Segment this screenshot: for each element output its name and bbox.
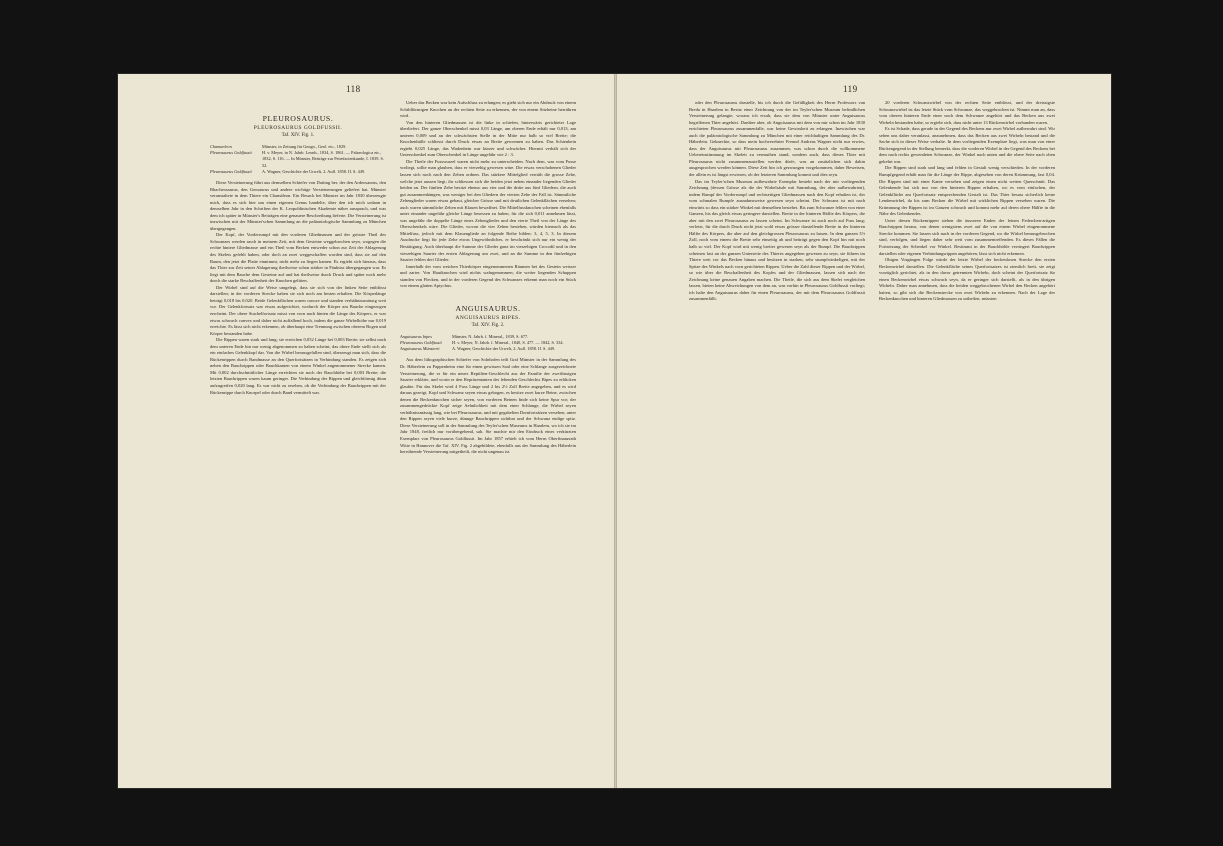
page-number: 119 <box>843 84 858 94</box>
taxon-name: Pleurosaurus Goldfussii <box>210 168 252 174</box>
taxon-name: Anguisaurus bipes <box>400 333 432 339</box>
body-text <box>210 180 386 396</box>
paragraph: Der Kopf, der Vorderrumpf mit den vorderen Gliedmassen und der grösste Theil des Schwanzes werden rasch in meinem Zeit, mit dem Gesteine weggebrochen seyn, wogegen die rechte hintere Gliedmasse und ein Theil vom Becken entweder schon zur Zeit der Ablagerung des Skelets gefehlt haben, oder doch an zwei weggeschaffen worden sind, dass sie auf den Raum, den jetzt die Platte einnimmt, nicht mehr zu liegen kamen. Es ergiebt sich hieraus, dass das Thier zur Zeit seiner Ablagerung theilweise schon stärker in Fäulniss übergegangen war. Es liegt mit dem Bauche dem Gesteine auf und hat theilweise durch Druck und später noch mehr durch die starke Beschaffenheit der Knochen gelitten. <box>210 232 386 284</box>
species-heading: PLEUROSAURUS GOLDFUSSII. <box>253 125 343 131</box>
taxon-name: Chamaeleon <box>210 144 232 149</box>
synonymy-entry <box>210 169 386 175</box>
citation: Münster, in Zeitung für Geogn., Geol. etc., 1829. <box>262 144 347 149</box>
taxon-name: Anguisaurus Münsterii <box>400 346 440 352</box>
synonymy-list <box>400 334 576 353</box>
paragraph: Von den hinteren Gliedmassen ist die linke in schiefen, hinterwärts gerichteter Lage überliefert. Der ganze Oberschenkel misst 0,03 Länge, am oberen Ende erhält nur 0,013, am unteren 0,009 und an der schwächsten Stelle in der Mitte nur halb so viel Breite; die Knochenhülle schliesst durch Druck etwas an Breite gewonnen zu haben. Das Schienbein ergiebt 0,025 Länge, das Wadenbein war kürzer und schwächer. Hiermit verhält sich der Unterschenkel zum Oberschenkel in Länge ungefähr wie 2 : 3. <box>400 119 576 158</box>
right-column-1 <box>689 100 865 770</box>
genus-heading: PLEUROSAURUS. <box>262 114 334 123</box>
page-number: 118 <box>346 84 361 94</box>
paragraph: oder den Pleurosaurus darstelle, bis ich durch die Gefälligkeit des Herrn Professors van Breda in Haarlem in Besitz einer Zeichnung von der im Teyler'schen Museum befindlichen Versteinerung gelangte, woraus ich ersah, dass sie dem von Münster unter Anguisaurus begriffenen Thier angehört. Darüber aber, ob Anguisaurus mit dem von mir schon im Jahr 1830 errichteten Pleurosaurus zusammenfalle, war keine Gewissheit zu erlangen. Inzwischen war auch die paläontologische Sammlung zu München mit einer reichhaltigen Sammlung des Dr. Häberlein. Geknechte, so dass mein hochverehrter Freund Andreas Wagner nicht nur erwies, dass der Anguisaurus mit Pleurosaurus zusammen, was schon durch die vollkommene Uebereinstimmung im Skelett zu vermuthen stand, sondern auch, dass dieses Thier mit Pleurosaurus nicht zusammenzustellen werden dürfe, was an zusätzlichen sich dahin ausgesprochen werden können. Diese Zeit bin ich gezwungen vorgekommen, daher Beweisen, der allein es ist längst erwiesen, ob der letzteren Sammlung kommt und dies seyn. <box>689 100 865 178</box>
paragraph: 20 vorderen Schwanzwirbel von der rechten Seite entblösst, und der dreissigste Schwanzwirbel ist das letzte Stück vom Schwanze, das weggebrochen ist. Nimmt man an, dass vom oberen hinteren Ende einer noch dem Schwanze angehört und das Becken aus zwei Wirbeln bestanden habe, so ergiebt sich, dass nicht unter 13 Rückenwirbel vorhanden waren. <box>879 100 1055 125</box>
book-spread <box>118 74 1111 788</box>
right-page <box>617 74 1111 788</box>
citation: Münster, N. Jahrb. f. Mineral., 1839, S. 677. <box>452 333 529 339</box>
paragraph: Obigen Vorgängen Folge würde der letzte Wirbel der beckenlosen Strecke den ersten Beckenwirbel darstellen. Die Gelenkfläche seines Querfortsatzes ist ziemlich breit, sie zeigt vorzüglich gerichtet, als in den davor getrennten Wirbeln, doch scheint der Querfortsatz für einen Beckenwirbel etwas schwach seyn, da er geringer sich darstellt, als in den übrigen Wirbeln. Daher man annehmen, dass die beiden weggebrochenen Wirbel den Becken angehört hatten, so gibt sich die Beckenstrecke von zwei Wirbeln zu erkennen. Nach der Lage der Beckenknochen und hinteren Gliedmassen zu urtheilen, müssten <box>879 257 1055 302</box>
body-text <box>879 100 1055 303</box>
left-page <box>118 74 614 788</box>
left-column-2 <box>400 100 576 770</box>
citation: H. v. Meyer, in N. Jahrb. Leonh., 1834, S. 1861. — Palaeologica etc., 1832, S. 116. — In Münster, Beiträge zur Petrefactenkunde, I. 1839. S. 52. <box>262 150 384 168</box>
paragraph: Diese Versteinerung führt aus demselben Schiefer von Daiting her, der den Ardeosaurus, den Rhacheosaurus, den Geosaurus und andere wichtige Versteinerungen geliefert hat. Münster veranstaltete in dem Thiere ein Chamäleon. Ein Besuch bei Münster im Jahr 1830 überzeugte mich, dass es sich hier um einen eigenen Genus handelte, über den ich mich sodann in demselben Jahr in den Schriften der K. Leopoldinischen Akademie näher aussprach, und was dem ich später in Münster's Beiträgen eine genauere Beschreibung lieferte. Die Versteinerung ist inzwischen mit der Münster'schen Sammlung an die paläontologische Sammlung zu München übergegangen. <box>210 180 386 231</box>
plate-reference: Taf. XIV. Fig. 1. <box>281 133 315 138</box>
body-text <box>400 100 576 290</box>
synonymy-entry <box>400 346 576 352</box>
taxon-name: Pleurosaurus Goldfussii <box>210 150 252 156</box>
paragraph: Das im Teyler'schen Museum aufbewahrte Exemplar besteht nach der mir vorliegenden Zeichnung (dessen Grösse als die der Wirbelsäule mit Sammlung, der aber aufbewahrten), indem Rumpf der Vorderrumpf und rechtseitigen Gliedmassen nach den Kopf erhalten ist, der vom schmalen Rumpfe ausnahmsweise gewesen seyn scheint. Der Schwanz ist mit nach einwärts so dass ein stärker Winkel mit demselben bestehet. Bis zum Schwanze fehlen von einer Ganzen, bis das gleich etwas geringere darstellen. Breite in der hinteren Hälfte des Körpers, die aber mit den zwei Pleurosaurus zu lassen scheint. Im Schwanze ist auch noch auf Fuss lang; verletzt, für die durch Druck nicht jetzt wohl etwas grösser darstellende Breite in der hinteren Hälfte des Körpers, die aber auf den gleichgrossen Pleurosaurus zu lassen. In dem ganzen 3½ Zoll, noch vom einem die Breite sehr einseitig ab und beiträgt gegen den Kopf hin mit noch halb so viel. Der Kopf wird mit wenig breiter gewesen seyn als der Rumpf. Die Bauchrippen scheinen fast an der ganzen Unterseite des Thieres angegeben gewesen zu seyn, sie führen im Thiere weit vor das Becken hinaus und besitzen in starken, sehr stumpfwinkeligen, mit der Spitze des Winkels nach vorn gerichteten Rippen. Ueber die Zahl dieser Rippen und der Wirbel, so wie über die Beschaffenheit des Kopfes und der Gliedmassen, lassen sich nach der Zeichnung keine genauen Angaben machen. Die Theile, die sich aus dem Skelet vergleichen lassen, bieten keine Abweichungen von dem an, was vorhin in Pleurosaurus Goldfussii vorliegt; ich halte den Anguisaurus daher für einen Pleurosaurus, der mit dem Pleurosaurus Goldfussii zusammenfällt. <box>689 178 865 302</box>
paragraph: Ueber das Becken war kein Aufschluss zu erlangen; es giebt sich nur ein Abdruck von einem Schildförmigen Knochen an der rechten Seite zu erkennen, der von einem Sitzbeine herrühren wird. <box>400 100 576 119</box>
paragraph: Aus dem lithographischen Schiefer von Solnhofen teilt Graf Münster in der Sammlung des Dr. Häberlein zu Pappenheim eine für einen gewissen Saal oder eine Schlange ausgezeichnete Versteinerung, die er für ein neues Reptilien-Geschlecht aus der Familie der zweifüssigen Saurier erklärte, und worin er den Repräsentanten des lebenden Geschlechts Bipes zu erblicken glaubte. Für das Skelet wird 4 Fuss Länge und 2 bis 2½ Zoll Breite angegeben, und es wird daraus gezeigt, Kopf und Schwanz seyen etwas gebogen, es besitze zwei kurze Beine, zwischen denen die Beckenknochen sicher seyen, von vorderen Beinen finde sich keine Spur vor; der zusammengedrückte Kopf zeige Aehnlichkeit mit dem einer Schlange, die Wirbel seyen verhältnissmässig lang, wie bei Pleurosaurus, und mit gegabelten Dornfortsätzen versehen, unter den Rippen seyen viele kurze, dünnge Bauchrippen sichtbar und der Schwanz endige spitz. Diese Versteinerung soll in der Sammlung des Teyler'schen Museums in Haarlem, wo ich sie im Jahr 1848, freilich nur vorübergehend, sah. Sie machte mir den Eindruck eines verkürzten Exemplars von Pleurosaurus Goldfussii. Im Jahr 1857 erhielt ich vom Herrn Oberfinanzrath Witte in Hannover die Taf. XIV. Fig. 2 abgebildete, ebenfalls aus der Sammlung des Häberlein herrührende Versteinerung mitgetheilt, die nicht ungenau ist. <box>400 357 576 455</box>
right-column-2 <box>879 100 1055 770</box>
left-column-1 <box>210 100 386 770</box>
taxon-name: Pleurosaurus Goldfussii <box>400 340 442 346</box>
species-heading: ANGUISAURUS BIPES. <box>455 314 521 321</box>
paragraph: Unter diesen Rückenrippen stehen die äusseren Enden der feinen Federchen-artigen Bauchrippen heraus, von denen wenigstens zwei auf die von einem Wirbel eingenommene Strecke kommen. Sie lassen sich nach in der vorderen Gegend, wo die Wirbel herausgebrochen sind, verfolgen, und liegen daher sehr weit vom zusammentreffenden. Es dieses Fällen die Fortsetzung der Schenkel vor Winkel. Bestimmt in der Bauchhöhle verringert Bauchrippen darstellen oder eigenen Verbindungsrippen angehören, lässt sich nicht erkennen. <box>879 217 1055 256</box>
citation: A. Wagner, Geschichte der Urwelt, 2. Aufl. 1858. II. S. 449. <box>262 168 366 174</box>
paragraph: Der Wirbel sind auf die Weise umgelegt, dass sie sich von der linken Seite entblösst darstellen; in der vorderen Strecke haben sie sich noch am besten erhalten. Die Körperlänge beträgt 0,018 bis 0,020. Beide Gelenkflächen waren concav und standen verhältnissmässig weit vor. Der Gelenkfortsatz war etwas aufgerichtet, wodurch der Körper am Bauche eingezogen erscheint. Der obere Stachelfortsatz misst von vorn nach hinten die Länge des Körpers, er war etwas schwach convex und daher nicht auffallend hoch, indem die ganze Wirbelhöhe nur 0,019 erreichte. Es lässt sich nicht erkennen, ob überhaupt eine Trennung zwischen oberem Bogen und Körper bestanden habe. <box>210 284 386 336</box>
paragraph: Innerhalb der vom weichen Thierkörper eingenommenen Räumen bei des Gestein weisser und zarter. Von Hautknochen wird nichts wahrgenommen; die weiter liegenden Schuppen standen von Flecken, und in der vorderen Gegend des Schwanzes erkennt man noch ein Stück von einem glatten Aptychus. <box>400 263 576 289</box>
plate-reference: Taf. XIV. Fig. 2. <box>471 322 505 328</box>
synonymy-list <box>210 144 386 175</box>
body-text <box>689 100 865 303</box>
citation: A. Wagner, Geschichte der Urwelt, 2. Aufl. 1858. II. S. 449. <box>452 346 556 352</box>
genus-heading: ANGUISAURUS. <box>455 303 521 313</box>
paragraph: Die Theile der Fusswurzel waren nicht mehr zu unterscheiden. Nach dem, was vom Fusse vorliegt, sollte man glauben, dass er vierzehig gewesen wäre. Die etwas verschobenen Glieder lassen sich noch nach den Zehen ordnen. Das stärkere Mittelglied verräth die grosse Zehe, welche jetzt aussen liegt; ihr schliessen sich die beiden jetzt neben einander liegenden Glieder beiden an. Der fünften Zehe besitzt ebenso aus vier und die dritte aus fünf Gliedern, die auch gut zusammenhängen, was weniger bei den Gliedern der vierten Zehe der Fall ist. Sämmtliche Zehenglieder waren etwas gebaut, gleicher Grösse und mit deutlichen Gelenkflächen versehen; auch waren sämmtliche Zehen mit Klauen bewaffnet. Die Mittelfussknochen scheinen ebenfalls unter einander ungefähr gleiche Länge besessen zu haben, für die sich 0,011 annehmen lässt, was ungefähr die doppelte Länge eines Zehengliedes und den vierte Theil von der Länge des Oberschenkels wäre. Die Glieder, wovon die vier Zehen bestehen, würden hiernach als das Mittelfuss, jedoch mit dem Klauengliede an folgende Reihe bilden: 3, 4, 5, 3. In diesem Ausdrucke liegt für jede Zehe etwas Ungewöhnliches, er beschränkt sich nur ein wenig der Bestätigung. Auch überhaupt die Summe der Glieder ganz im vierzehigen Crocodil und in den vierzehigen Saurier der ersten Ablagerung um zwei, und an die Summe in den fünfzehigen Saurier fehlen drei Glieder. <box>400 158 576 263</box>
paragraph: Die Rippen sind stark und lang und fehlen in Gestalt wenig verschieden. In der vorderen Rumpfgegend erhält man für die Länge der Rippe, abgesehen von deren Krümmung, fast 0,04. Die Rippen sind mit einer Kante versehen und zeigen einen nicht weiten Querschnitt. Das Gelenkende hat sich nur von den hinteren Rippen erhalten, wo es vom einfachen, der Gelenkfläche am Querfortsatz entsprechenden Gestalt ist. Das Thier besass sicherlich keine Lendenwirbel, da bis zum Becken die Wirbel mit wirklichen Rippen versehen waren. Die Krümmung der Rippen ist im Ganzen schwach und kommt mehr auf deren obere Hälfte in die Nähe des Gelenkendes. <box>879 165 1055 217</box>
paragraph: Es ist Schade, dass gerade in der Gegend des Beckens nur zwei Wirbel aufbewahrt sind. Wir sehen uns daher veranlasst, anzunehmen, dass das Becken aus zwei Wirbeln bestand und die Sache sich in dieser Weise verhalte. In dem vorliegenden Exemplare liegt, was man von einer Rückengegend in der Stellung bemerkt, dass die vorderen Wirbel in der Gegend des Beckens bei dem nach rechts gewendeten Schwanze, der Winkel nach unten und die obere Seite nach oben gekehrt war. <box>879 126 1055 164</box>
citation: H. v. Meyer, N. Jahrb. f. Mineral., 1840, S. 477. — 1842, S. 334. <box>452 340 564 346</box>
paragraph: Die Rippen waren stark und lang; sie erreichen 0,052 Länge bei 0,003 Breite; sie selbst nach dem unteren Ende hin nur wenig abgenommen zu haben scheint; das obere Ende stellt sich als ein einfaches Gelenkkopf dar. Von die Wirbel herausgefallen sind, überzeugt man sich, dass die Rückenrippen durch Bandmasse an den Querfortsätzen in Verbindung standen. Es zeigen sich neben den Bauchrippen oder Bauchkanten von einem Winkel angenommener Strecke kamen. Mit 0,002 durchschnittlicher Länge erreichten sie noch der Bauchhöhe bei 0,003 Breite; die letzten Bauchrippen waren kaum geringer. Die Verbindung der Rippen und gleichförmig dünn aufzugreifen 0,020 lang. Es war nicht zu ersehen, ob die Verbindung der Bauchrippen mit der Rückenrippe durch Knorpel oder durch Band vermittelt war. <box>210 337 386 395</box>
body-text <box>400 357 576 455</box>
synonymy-entry <box>210 150 386 169</box>
